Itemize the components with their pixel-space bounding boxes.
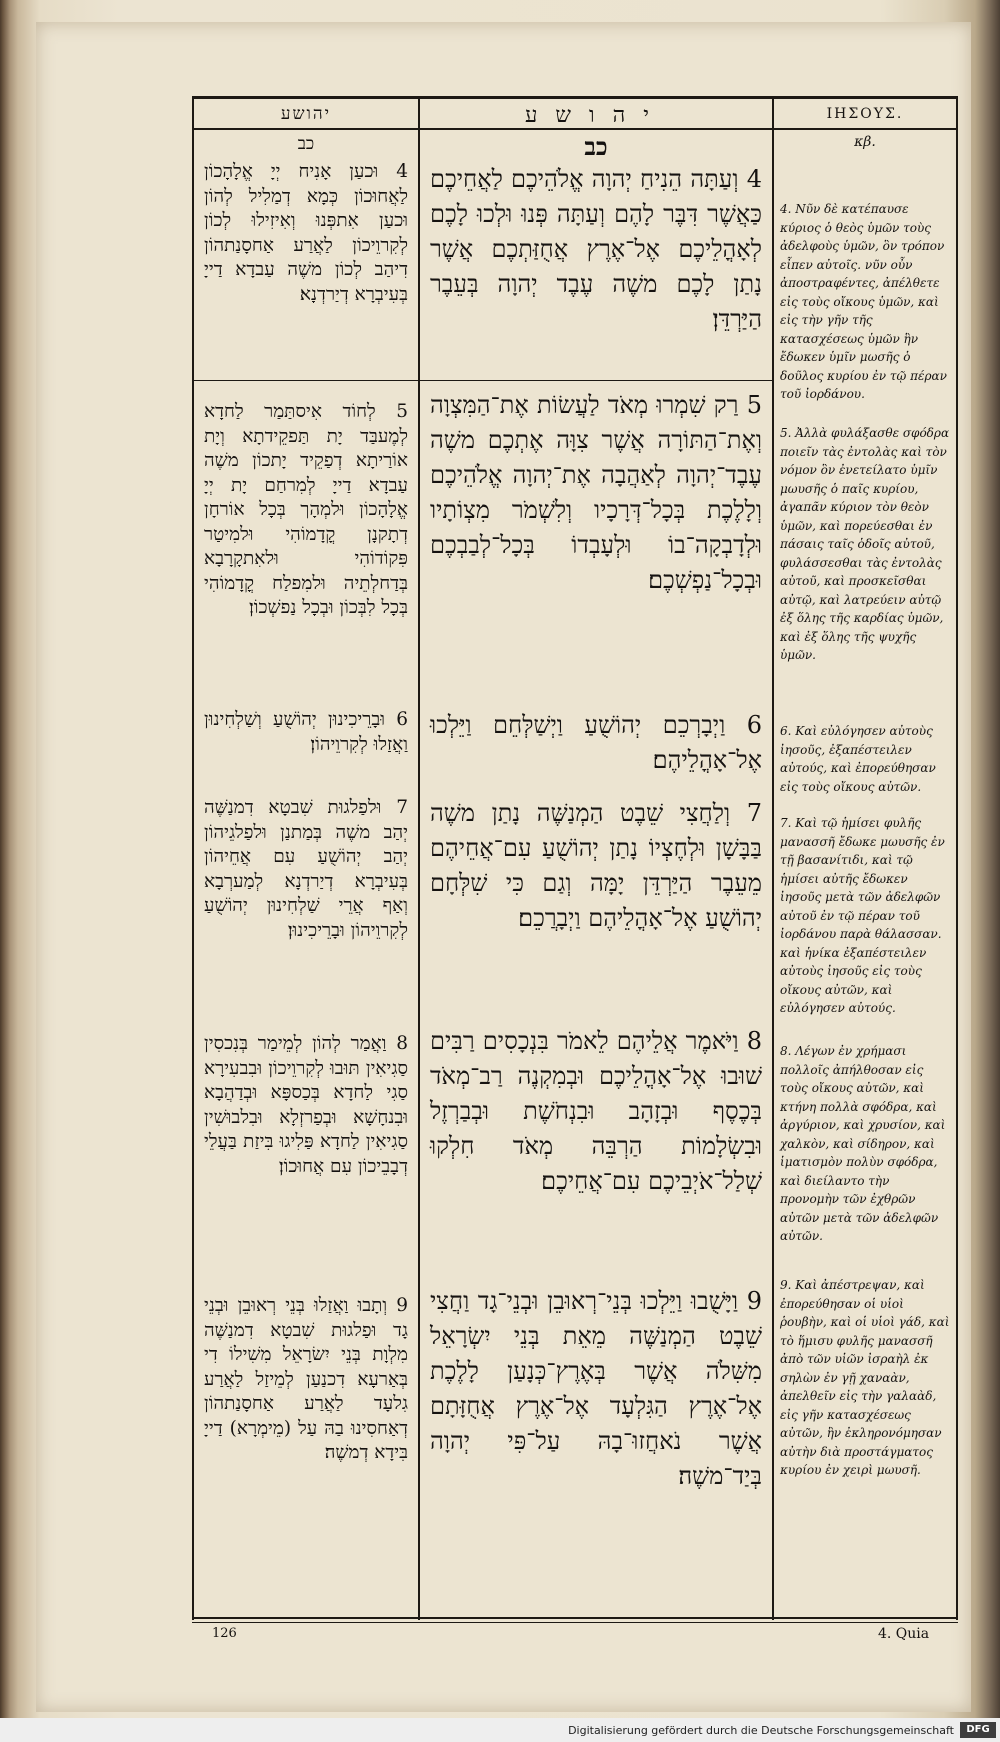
greek-verse-4: 4. Νῦν δὲ κατέπαυσε κύριος ὁ θεὸς ὑμῶν τοὺς ἀδελφοὺς ὑμῶν, ὃν τρόπον εἶπεν αὐτοῖς. νῦν οὖν ἀποστραφέντες, ἀπέλθετε εἰς τοὺς οἴκους ὑμῶν, καὶ εἰς τὴν γῆν τῆς κατασχέσεως ὑμῶν ἣν ἔδωκεν ὑμῖν μωσῆς ὁ δοῦλος κυρίου ἐν τῷ πέραν τοῦ ἰορδάνου. — [780, 202, 947, 401]
greek-verse-5: 5. Ἀλλὰ φυλάξασθε σφόδρα ποιεῖν τὰς ἐντολὰς καὶ τὸν νόμον ὃν ἐνετείλατο ὑμῖν μωυσῆς ὁ παῖς κυρίου, ἀγαπᾶν κύριον τὸν θεὸν ὑμῶν, καὶ πορεύεσθαι ἐν πάσαις ταῖς ὁδοῖς αὐτοῦ, φυλάσσεσθαι τὰς ἐντολὰς αὐτοῦ, καὶ προσκεῖσθαι αὐτῷ, καὶ λατρεύειν αὐτῷ ἐξ ὅλης τῆς καρδίας ὑμῶν, καὶ ἐξ ὅλης τῆς ψυχῆς ὑμῶν. — [780, 426, 950, 662]
greek-verse-6: 6. Καὶ εὐλόγησεν αὐτοὺς ἰησοῦς, ἐξαπέστειλεν αὐτούς, καὶ ἐπορεύθησαν εἰς τοὺς οἴκους αὐτῶν. — [780, 724, 936, 794]
hebrew-verse-9: 9 וַיָּשֻׁבוּ וַיֵּלְכוּ בְּנֵי־רְאוּבֵן וּבְנֵי־גָד וַחֲצִי שֵׁבֶט הַמְנַשֶּׁה מֵאֵת בְּנֵי יִשְׂרָאֵל מִשִּׁלֹה אֲשֶׁר בְּאֶרֶץ־כְּנָעַן לָלֶכֶת אֶל־אֶרֶץ הַגִּלְעָד אֶל־אֶרֶץ אֲחֻזָּתָם אֲשֶׁר נֹאחֲזוּ־בָהּ עַל־פִּי יְהוָה בְּיַד־משֶׁה׃ — [430, 1287, 762, 1490]
book-page — [36, 22, 971, 1712]
digitization-banner — [0, 1718, 1000, 1742]
targum-verse-6: 6 וּבָרֵיכִינוּן יְהוֹשֻׁעַ וְשַׁלְחִינוּן וַאֲזַלוּ לְקִרוֵיהוֹן׃ — [204, 709, 408, 755]
targum-column — [194, 156, 418, 1616]
hebrew-column — [420, 156, 772, 1616]
hebrew-chapter-number: כב — [584, 132, 608, 161]
greek-verse-8: 8. Λέγων ἐν χρήμασι πολλοῖς ἀπήλθοσαν εἰς τοὺς οἴκους αὐτῶν, καὶ κτήνη πολλὰ σφόδρα, καὶ ἀργύριον, καὶ χρυσίον, καὶ χαλκὸν, καὶ σίδηρον, καὶ ἱματισμὸν πολὺν σφόδρα, καὶ διείλαντο τὴν προνομὴν τῶν ἐχθρῶν αὐτῶν μετὰ τῶν ἀδελφῶν αὐτῶν. — [780, 1044, 946, 1243]
targum-verse-9: 9 וְתָבוּ וַאֲזַלוּ בְּנֵי רְאוּבֵן וּבְנֵי גָד וּפַלגוּת שִׁבטָא דִמנַשֶּׁה מִלְוָת בְּנֵי יִשׂרָאֵל מִשִׁילוֹ דִי בְּאַרעָא דִכנַעַן לְמֵיזַל לַאֲרַע גִלעָד לַאֲרַע אַחסָנַתהוֹן דְאַחסִינוּ בַהּ עַל (מֵימְרָא) דַייָ בִּידָא דְמשֶׁה׃ — [204, 1295, 408, 1463]
hebrew-verse-8: 8 וַיֹּאמֶר אֲלֵיהֶם לֵאמֹר בִּנְכָסִים רַבִּים שׁוּבוּ אֶל־אָהֳלֵיכֶם וּבְמִקְנֶה רַב־מְאֹד בְּכֶסֶף וּבְזָהָב וּבִנְחֹשֶׁת וּבְבַרְזֶל וּבִשְׂלָמוֹת הַרְבֵּה מְאֹד חִלְקוּ שְׁלַל־אֹיְבֵיכֶם עִם־אֲחֵיכֶם׃ — [430, 1027, 762, 1195]
bottom-rule — [192, 1617, 958, 1619]
targum-chapter-number: כב — [297, 134, 315, 154]
greek-chapter-number: κβ. — [854, 134, 876, 150]
targum-verse-7: 7 וּלפַלגוּת שִׁבטָא דִמנַשֶּׁה יְהַב משֶׁה בְּמַתנַן וּלפַלגֵיהוֹן יְהַב יְהוֹשֻׁעַ עִם אֲחֵיהוֹן בְּעִיבְרָא דְיַרדְנָא לְמַערְבָא וְאַף אֲרֵי שַׁלְחִינוּן יְהוֹשֻׁעַ לְקִרוֵיהוֹן וּבָרֵיכִינוּן׃ — [204, 797, 408, 941]
hebrew-verse-6: 6 וַיְבָרְכֵם יְהוֹשֻׁעַ וַיְשַׁלְּחֵם וַיֵּלְכוּ אֶל־אָהֳלֵיהֶם׃ — [430, 711, 762, 774]
right-border — [956, 96, 958, 1620]
hebrew-verse-4: 4 וְעַתָּה הֵנִיחַ יְהוָה אֱלֹהֵיכֶם לַאֲחֵיכֶם כַּאֲשֶׁר דִּבֶּר לָהֶם וְעַתָּה פְּנוּ וּלְכוּ לָכֶם לְאָהֳלֵיכֶם אֶל־אֶרֶץ אֲחֻזַּתְכֶם אֲשֶׁר נָתַן לָכֶם משֶׁה עֶבֶד יְהוָה בְּעֵבֶר הַיַּרְדֵּן׃ — [430, 165, 762, 333]
hebrew-verse-5: 5 רַק שִׁמְרוּ מְאֹד לַעֲשׂוֹת אֶת־הַמִּצְוָה וְאֶת־הַתּוֹרָה אֲשֶׁר צִוָּה אֶתְכֶם משֶׁה עֶבֶד־יְהוָה לְאַהֲבָה אֶת־יְהוָה אֱלֹהֵיכֶם וְלָלֶכֶת בְּכָל־דְּרָכָיו וְלִשְׁמֹר מִצְוֹתָיו וּלְדָבְקָה־בוֹ וּלְעָבְדוֹ בְּכָל־לְבַבְכֶם וּבְכָל־נַפְשְׁכֶם׃ — [430, 391, 762, 594]
targum-verse-8: 8 וַאֲמַר לְהוֹן לְמֵימַר בְּנִכסִין סַגִיאִין תּוּבוּ לְקִרוֵיכוֹן וּבִבעִירָא סַגִי לַחדָא בְּכַספָּא וּבְדַהֲבָא וּבִנחָשָׁא וּבְפַרזְלָא וּבִלבוּשִׁין סַגִיאִין לַחדָא פַּלִיגוּ בִּיזַת בַּעֲלֵי דְבָבֵיכוֹן עִם אֲחוּכוֹן׃ — [204, 1033, 408, 1177]
page-number: 126 — [212, 1626, 237, 1641]
header-rule — [192, 128, 958, 130]
greek-verse-7: 7. Καὶ τῷ ἡμίσει φυλῆς μανασσῆ ἔδωκε μωυσῆς ἐν τῇ βασανίτιδι, καὶ τῷ ἡμίσει αὐτῆς ἔδωκεν ἰησοῦς μετὰ τῶν ἀδελφῶν αὐτοῦ ἐν τῷ πέραν τοῦ ἰορδάνου παρὰ θάλασσαν. καὶ ἡνίκα ἐξαπέστειλεν αὐτοὺς ἰησοῦς εἰς τοὺς οἴκους αὐτῶν, καὶ εὐλόγησεν αὐτούς. — [780, 816, 945, 1015]
catchword: 4. Quia — [878, 1626, 930, 1642]
greek-column — [774, 156, 956, 1616]
hebrew-verse-7: 7 וְלַחֲצִי שֵׁבֶט הַמְנַשֶּׁה נָתַן משֶׁה בַּבָּשָׁן וּלְחֶצְיוֹ נָתַן יְהוֹשֻׁעַ עִם־אֲחֵיהֶם מֵעֵבֶר הַיַּרְדֵּן יָמָּה וְגַם כִּי שִׁלְּחָם יְהוֹשֻׁעַ אֶל־אָהֳלֵיהֶם וַיְבָרֲכֵם׃ — [430, 799, 762, 932]
hebrew-column-title: יהושע — [524, 103, 668, 128]
targum-verse-4: 4 וּכעַן אָנִיח יְיָ אֱלָהָכוֹן לַאֲחוּכוֹן כְּמָא דְמַלִיל לְהוֹן וּכעַן אִתפְּנוּ וְאִיזִילוּ לְכוֹן לְקִרוֵיכוֹן לַאֲרַע אַחסָנַתהוֹן דִיהַב לְכוֹן משֶׁה עַבדָא דַייָ בְּעִיבְרָא דְיַרדְנָא׃ — [204, 161, 408, 305]
dfg-logo: DFG — [960, 1722, 996, 1738]
bottom-rule-2 — [192, 1622, 958, 1623]
targum-verse-5: 5 לְחוֹד אִיסתַּמַר לַחדָא לְמֶעבַּד יָת תַּפקֵידתָא וְיָת אוֹרַיתָא דְפַקֵיד יָתכוֹן משֶׁה עַבדָא דַייָ לְמִרחַם יָת יְיָ אֱלָהָכוֹן וּלמְהָך בְּכָל אוֹרחָן דְתָקנָן קֳדָמוֹהִי וּלמִיטַר פִּקוֹדוֹהִי וּלאִתקָרָבָא בְּדַחלְתֵיה וּלמִפלַח קֳדָמוֹהִי בְּכָל לִבְּכוֹן וּבְכָל נַפשְׁכוֹן׃ — [204, 401, 408, 618]
top-rule — [192, 96, 958, 99]
targum-column-title: יהושע — [280, 104, 332, 124]
banner-text: Digitalisierung gefördert durch die Deutsche Forschungsgemeinschaft — [568, 1724, 954, 1737]
greek-verse-9: 9. Καὶ ἀπέστρεψαν, καὶ ἐπορεύθησαν οἱ υἱοὶ ῥουβὴν, καὶ οἱ υἱοὶ γάδ, καὶ τὸ ἥμισυ φυλῆς μανασσῆ ἀπὸ τῶν υἱῶν ἰσραὴλ ἐκ σηλὼν ἐν γῇ χαναὰν, ἀπελθεῖν εἰς τὴν γαλαὰδ, εἰς γῆν κατασχέσεως αὐτῶν, ἣν ἐκληρονόμησαν αὐτὴν διὰ προστάγματος κυρίου ἐν χειρὶ μωυσῆ. — [780, 1278, 950, 1477]
greek-column-title: ΙΗΣΟΥΣ. — [826, 106, 904, 122]
